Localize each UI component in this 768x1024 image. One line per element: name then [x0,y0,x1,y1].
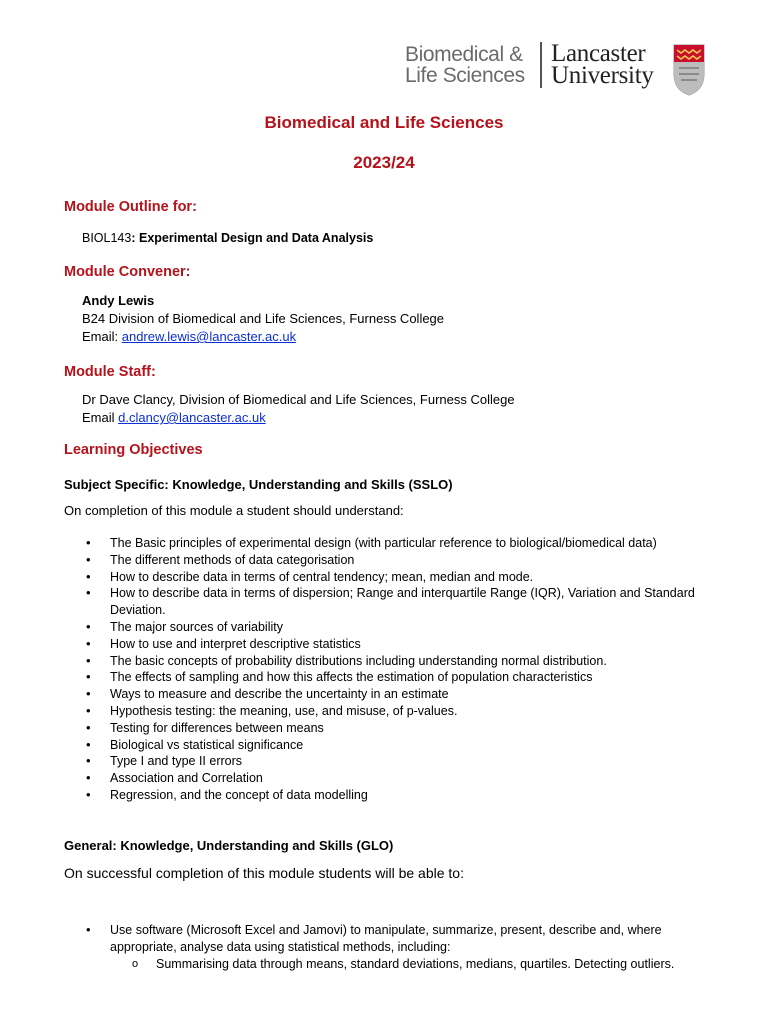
sslo-intro: On completion of this module a student should understand: [64,503,404,518]
convener-address: B24 Division of Biomedical and Life Sciences, Furness College [82,311,445,326]
staff-email-link[interactable]: d.clancy@lancaster.ac.uk [118,410,266,425]
list-item: • Ways to measure and describe the uncertainty in an estimate [82,686,722,703]
module-convener-heading: Module Convener: [64,264,191,280]
bls-logo-text [405,44,525,86]
module-code: BIOL143 [82,231,132,245]
list-item: • The basic concepts of probability distributions including understanding normal distribution. [82,653,722,670]
list-item: • Biological vs statistical significance [82,737,722,754]
convener-email-line [82,328,444,346]
staff-line: Dr Dave Clancy, Division of Biomedical and Life Sciences, Furness College [82,392,515,407]
glo-list [82,922,722,972]
logo-divider [540,42,542,88]
glo-sublist [110,956,722,973]
sslo-heading: Subject Specific: Knowledge, Understanding and Skills (SSLO) [64,477,453,492]
lu-line-2: University [551,62,654,89]
bls-line-2: Life Sciences [405,64,525,87]
header-logo [405,40,705,100]
learning-objectives-heading: Learning Objectives [64,442,203,458]
list-item: • Testing for differences between means [82,720,722,737]
sslo-list [82,535,722,804]
list-item: • The effects of sampling and how this affects the estimation of population characteristics [82,669,722,686]
list-item: • Type I and type II errors [82,753,722,770]
module-name: : Experimental Design and Data Analysis [131,231,374,245]
staff-email-label: Email [82,410,119,425]
glo-intro: On successful completion of this module students will be able to: [64,865,464,881]
list-item: • How to describe data in terms of dispersion; Range and interquartile Range (IQR), Variation and Standard Deviation. [82,585,722,619]
list-item: • The different methods of data categorisation [82,552,722,569]
list-item: • Hypothesis testing: the meaning, use, and misuse, of p-values. [82,703,722,720]
convener-name: Andy Lewis [82,293,155,308]
list-item: • Association and Correlation [82,770,722,787]
list-item: • The major sources of variability [82,619,722,636]
bls-line-1: Biomedical & [405,43,523,66]
list-item: • The Basic principles of experimental design (with particular reference to biological/biomedical data) [82,535,722,552]
module-outline-heading: Module Outline for: [64,199,197,215]
module-staff-heading: Module Staff: [64,364,156,380]
convener-info [82,292,444,346]
academic-year: 2023/24 [353,153,415,172]
convener-email-label: Email: [82,329,122,344]
list-item: • How to use and interpret descriptive statistics [82,636,722,653]
list-item: o Summarising data through means, standard deviations, medians, quartiles. Detecting outliers. [110,956,722,973]
convener-email-link[interactable]: andrew.lewis@lancaster.ac.uk [121,329,297,344]
list-item: • How to describe data in terms of central tendency; mean, median and mode. [82,569,722,586]
list-item: • Regression, and the concept of data modelling [82,787,722,804]
staff-info [82,391,515,427]
crest-icon [673,44,705,96]
lancaster-logo-text [551,40,654,89]
glo-heading: General: Knowledge, Understanding and Skills (GLO) [64,838,394,853]
page-title: Biomedical and Life Sciences [264,113,504,132]
list-item [82,922,722,972]
lu-line-1: Lancaster [551,40,646,67]
staff-email-line [82,409,515,427]
module-title [82,229,373,247]
glo-item-text: Use software (Microsoft Excel and Jamovi) to manipulate, summarize, present, describe and, where appropriate, analyse data using statistical methods, including: [110,923,662,954]
